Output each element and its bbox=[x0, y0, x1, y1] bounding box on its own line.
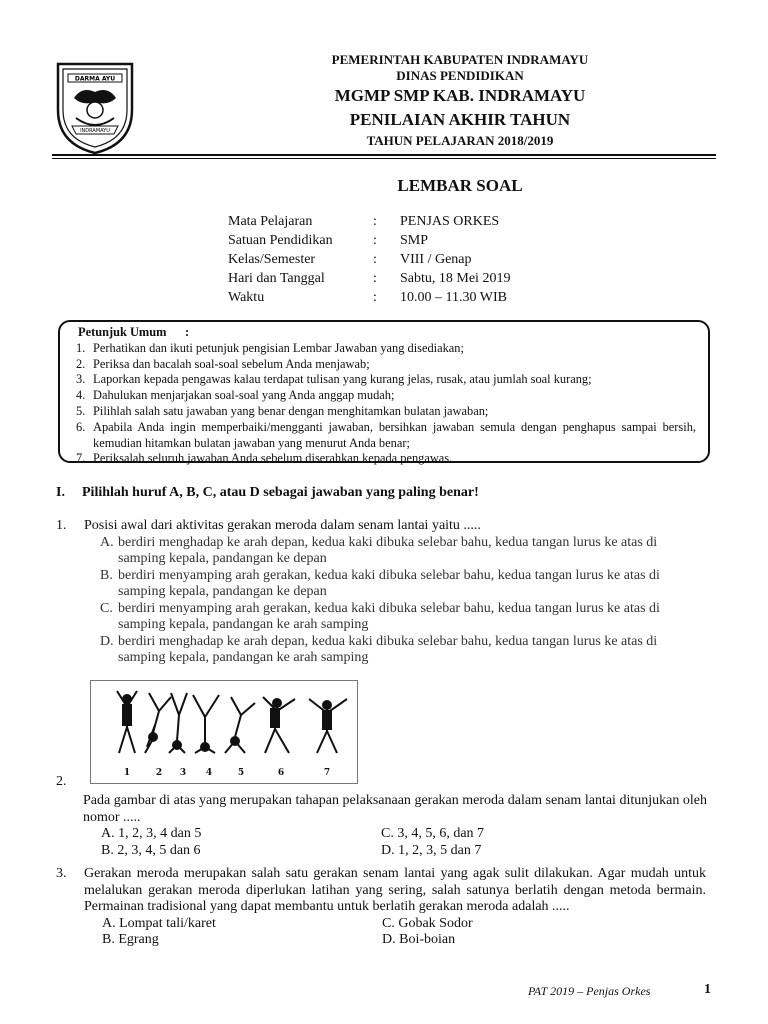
gymnast-pose-4 bbox=[193, 695, 219, 753]
instructions-heading: Petunjuk Umum : bbox=[78, 325, 190, 339]
answer-option: B. berdiri menyamping arah gerakan, kedua kaki dibuka selebar bahu, kedua tangan lurus ke atas di samping kepala, pandangan ke depan bbox=[100, 567, 660, 599]
info-label: Waktu bbox=[228, 290, 265, 305]
info-label: Mata Pelajaran bbox=[228, 214, 313, 229]
answer-option: C. 3, 4, 5, 6, dan 7 bbox=[381, 826, 485, 841]
gymnast-pose-6 bbox=[263, 697, 295, 753]
header-line-1: PEMERINTAH KABUPATEN INDRAMAYU bbox=[331, 52, 589, 67]
figure-label: 5 bbox=[237, 768, 245, 778]
answer-option: A. berdiri menghadap ke arah depan, kedua kaki dibuka selebar bahu, kedua tangan lurus ke atas di samping kepala, pandangan ke depan bbox=[100, 534, 658, 566]
gymnast-pose-2 bbox=[145, 693, 171, 753]
figure-label: 7 bbox=[323, 768, 331, 778]
exam-info bbox=[228, 212, 510, 307]
instruction-item: 7. Periksalah seluruh jawaban Anda sebelum diserahkan kepada pengawas. bbox=[76, 451, 453, 466]
header-line-2: DINAS PENDIDIKAN bbox=[396, 68, 524, 83]
info-row: Hari dan Tanggal : Sabtu, 18 Mei 2019 bbox=[228, 271, 511, 286]
question-number: 3. bbox=[56, 866, 67, 881]
question-2 bbox=[83, 793, 707, 859]
regency-logo bbox=[52, 58, 138, 156]
gymnast-pose-1 bbox=[117, 691, 137, 753]
answer-option: D. berdiri menghadap ke arah depan, kedua kaki dibuka selebar bahu, kedua tangan lurus ke atas di samping kepala, pandangan ke arah samping bbox=[100, 633, 658, 665]
cartwheel-figure bbox=[90, 680, 358, 784]
info-label: Kelas/Semester bbox=[228, 252, 316, 267]
info-row: Satuan Pendidikan : SMP bbox=[228, 233, 429, 248]
answer-option: C. berdiri menyamping arah gerakan, kedua kaki dibuka selebar bahu, kedua tangan lurus ke atas di samping kepala, pandangan ke arah samping bbox=[100, 600, 660, 632]
info-row: Kelas/Semester : VIII / Genap bbox=[228, 252, 472, 267]
info-value: 10.00 – 11.30 WIB bbox=[400, 290, 507, 305]
footer-text: PAT 2019 – Penjas Orkes bbox=[528, 984, 651, 998]
instruction-item: 1. Perhatikan dan ikuti petunjuk pengisian Lembar Jawaban yang disediakan; bbox=[76, 340, 464, 355]
logo-top-text: DARMA AYU bbox=[74, 75, 116, 83]
figure-label: 1 bbox=[123, 768, 131, 778]
instructions-box bbox=[58, 320, 710, 466]
question-text: Gerakan meroda merupakan salah satu gerakan senam lantai yang agak sulit dilakukan. Agar mudah untuk melalukan gerakan meroda diperlukan latihan yang sering, salah satunya berlatih dengan metoda bermain. Permainan tradisional yang dapat membantu untuk berlatih gerakan meroda adalah ..... bbox=[84, 866, 706, 914]
question-text: Posisi awal dari aktivitas gerakan meroda dalam senam lantai yaitu ..... bbox=[84, 518, 481, 533]
info-value: Sabtu, 18 Mei 2019 bbox=[400, 271, 511, 286]
answer-option: D. 1, 2, 3, 5 dan 7 bbox=[381, 842, 482, 858]
figure-label: 4 bbox=[205, 768, 213, 778]
answer-option: C. Gobak Sodor bbox=[382, 915, 473, 931]
page-number: 1 bbox=[704, 982, 711, 997]
figure-label: 2 bbox=[155, 768, 163, 778]
instruction-item: 4. Dahulukan menjarjakan soal-soal yang Anda anggap mudah; bbox=[76, 388, 395, 403]
info-value: PENJAS ORKES bbox=[400, 214, 500, 229]
page-title: LEMBAR SOAL bbox=[397, 176, 523, 195]
gymnast-pose-7 bbox=[309, 699, 347, 753]
info-row: Waktu : 10.00 – 11.30 WIB bbox=[228, 290, 507, 305]
answer-option: B. Egrang bbox=[102, 932, 159, 947]
answer-option: D. Boi-boian bbox=[382, 932, 456, 947]
info-value: SMP bbox=[400, 233, 429, 248]
question-3 bbox=[56, 866, 706, 949]
info-row: Mata Pelajaran : PENJAS ORKES bbox=[228, 214, 500, 229]
header-line-5: TAHUN PELAJARAN 2018/2019 bbox=[366, 133, 554, 148]
instruction-item: 3. Laporkan kepada pengawas kalau terdapat tulisan yang kurang jelas, rusak, atau jumlah soal kurang; bbox=[76, 372, 592, 387]
figure-label: 3 bbox=[179, 768, 187, 778]
instruction-item: 6. Apabila Anda ingin memperbaiki/mengganti jawaban, bersihkan jawaban semula dengan penghapus sampai bersih, kemudian hitamkan bulatan jawaban yang menurut Anda benar; bbox=[76, 419, 696, 450]
header-rule-thin bbox=[52, 158, 716, 159]
logo-bottom-text: INDRAMAYU bbox=[80, 128, 110, 134]
header-rule-thick bbox=[52, 154, 716, 156]
question-text: Pada gambar di atas yang merupakan tahapan pelaksanaan gerakan meroda dalam senam lantai ditunjukan oleh nomor ..... bbox=[83, 793, 707, 825]
figure-label: 6 bbox=[277, 768, 285, 778]
answer-option: A. Lompat tali/karet bbox=[102, 915, 216, 931]
info-value: VIII / Genap bbox=[400, 252, 472, 267]
gymnast-pose-5 bbox=[225, 697, 255, 753]
info-label: Hari dan Tanggal bbox=[228, 271, 325, 286]
answer-option: A. 1, 2, 3, 4 dan 5 bbox=[101, 826, 202, 841]
header-line-3: MGMP SMP KAB. INDRAMAYU bbox=[334, 86, 586, 105]
info-label: Satuan Pendidikan bbox=[228, 233, 333, 248]
question-number: 1. bbox=[56, 518, 67, 533]
question-1 bbox=[56, 518, 706, 667]
gymnast-pose-3 bbox=[169, 693, 187, 753]
answer-option: B. 2, 3, 4, 5 dan 6 bbox=[101, 842, 201, 858]
question-number: 2. bbox=[56, 774, 67, 789]
section-heading: I. Pilihlah huruf A, B, C, atau D sebagai jawaban yang paling benar! bbox=[56, 485, 479, 500]
instruction-item: 2. Periksa dan bacalah soal-soal sebelum Anda menjawab; bbox=[76, 356, 370, 371]
header-line-4: PENILAIAN AKHIR TAHUN bbox=[349, 110, 571, 129]
instruction-item: 5. Pilihlah salah satu jawaban yang benar dengan menghitamkan bulatan jawaban; bbox=[76, 403, 489, 418]
